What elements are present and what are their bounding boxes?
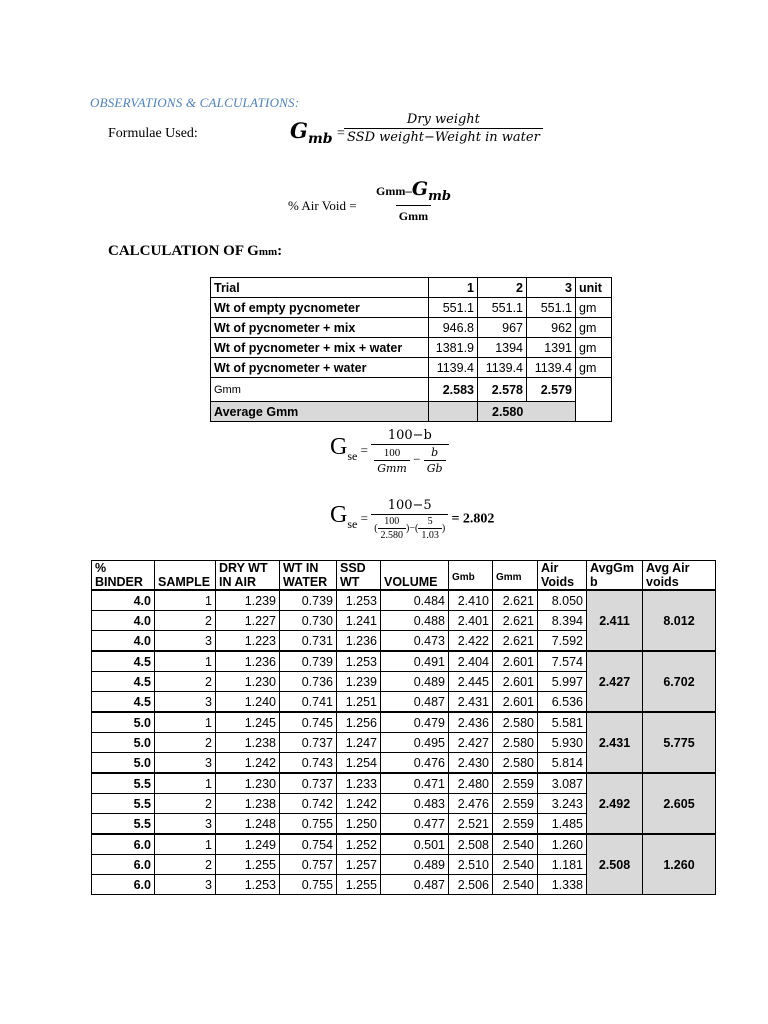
cell-air-voids: 5.930	[538, 733, 587, 753]
header-avg-gmb	[587, 561, 643, 591]
cell-gmm: 2.559	[493, 814, 538, 835]
cell-ssd-wt: 1.236	[337, 631, 381, 652]
gse-result: = 2.802	[451, 511, 495, 527]
cell-sample: 1	[155, 773, 216, 794]
table-cell: 551.1	[527, 298, 576, 318]
cell-avg-air-voids: 2.605	[643, 773, 716, 834]
results-table	[91, 560, 716, 895]
cell-dry-wt: 1.227	[216, 611, 280, 631]
cell-air-voids: 7.592	[538, 631, 587, 652]
table-cell: Wt of pycnometer + mix + water	[211, 338, 429, 358]
table-header-row	[92, 561, 716, 591]
table-row	[92, 773, 716, 794]
cell-ssd-wt: 1.251	[337, 692, 381, 713]
table-cell: 1381.9	[429, 338, 478, 358]
table-header-cell: 1	[429, 278, 478, 298]
table-cell: Wt of pycnometer + mix	[211, 318, 429, 338]
table-row	[211, 378, 612, 402]
cell-binder: 5.5	[92, 794, 155, 814]
cell-binder: 5.0	[92, 753, 155, 774]
cell-gmm: 2.601	[493, 672, 538, 692]
header-top: Air	[541, 561, 559, 575]
cell-binder: 4.5	[92, 651, 155, 672]
cell-sample: 2	[155, 672, 216, 692]
cell-dry-wt: 1.238	[216, 733, 280, 753]
table-cell: 1139.4	[478, 358, 527, 378]
table-header-cell: unit	[576, 278, 612, 298]
gse-den-a	[374, 447, 410, 475]
air-void-label: % Air Void =	[288, 198, 357, 213]
cell-wt-in-water: 0.755	[280, 814, 337, 835]
gse-calc-equals: =	[360, 510, 368, 526]
air-void-gmb	[411, 178, 451, 204]
cell-volume: 0.495	[381, 733, 449, 753]
cell-air-voids: 5.581	[538, 712, 587, 733]
cell-ssd-wt: 1.254	[337, 753, 381, 774]
air-void-fraction	[373, 178, 454, 224]
cell-sample: 2	[155, 794, 216, 814]
cell-binder: 6.0	[92, 834, 155, 855]
cell-air-voids: 1.338	[538, 875, 587, 895]
gse-symbol-sub: se	[347, 449, 358, 464]
cell-dry-wt: 1.230	[216, 672, 280, 692]
header-top: Avg Air	[646, 561, 690, 575]
cell-volume: 0.476	[381, 753, 449, 774]
table-cell: 551.1	[429, 298, 478, 318]
cell-binder: 6.0	[92, 875, 155, 895]
cell-sample: 3	[155, 875, 216, 895]
cell-gmm: 2.559	[493, 773, 538, 794]
header-sample	[155, 561, 216, 591]
gse-calc-symbol-letter: G	[330, 502, 348, 529]
cell-gmb: 2.436	[449, 712, 493, 733]
gmm-heading-small: mm	[258, 246, 278, 258]
gse-calc-symbol-sub: se	[347, 517, 358, 532]
cell-avg-gmb: 2.427	[587, 651, 643, 712]
cell-air-voids: 7.574	[538, 651, 587, 672]
cell-dry-wt: 1.249	[216, 834, 280, 855]
header-air-voids	[538, 561, 587, 591]
cell-sample: 2	[155, 733, 216, 753]
table-cell: Gmm	[211, 378, 429, 402]
air-void-denominator: Gmm	[396, 205, 431, 224]
table-row	[92, 590, 716, 611]
cell-ssd-wt: 1.253	[337, 590, 381, 611]
cell-wt-in-water: 0.737	[280, 773, 337, 794]
header-wt-in-water	[280, 561, 337, 591]
table-header-cell: 3	[527, 278, 576, 298]
cell-air-voids: 5.997	[538, 672, 587, 692]
table-cell: gm	[576, 358, 612, 378]
table-cell: Wt of pycnometer + water	[211, 358, 429, 378]
cell-gmb: 2.445	[449, 672, 493, 692]
cell-sample: 3	[155, 814, 216, 835]
gse-symbol-letter: G	[330, 434, 348, 461]
cell-dry-wt: 1.239	[216, 590, 280, 611]
header-bottom: Voids	[541, 575, 575, 589]
cell-ssd-wt: 1.250	[337, 814, 381, 835]
gmb-numerator: Dry weight	[406, 112, 480, 127]
table-cell: 962	[527, 318, 576, 338]
cell-gmm: 2.621	[493, 590, 538, 611]
header-bottom: voids	[646, 575, 679, 589]
header-top: %	[95, 561, 107, 575]
cell-volume: 0.488	[381, 611, 449, 631]
gse-calc-numerator: 100−5	[387, 498, 432, 513]
cell-ssd-wt: 1.257	[337, 855, 381, 875]
cell-ssd-wt: 1.239	[337, 672, 381, 692]
cell-volume: 0.491	[381, 651, 449, 672]
cell-avg-gmb: 2.431	[587, 712, 643, 773]
cell-dry-wt: 1.255	[216, 855, 280, 875]
cell-wt-in-water: 0.741	[280, 692, 337, 713]
cell-dry-wt: 1.223	[216, 631, 280, 652]
air-void-minus: –	[405, 183, 412, 198]
gse-den-b-num: b	[431, 446, 439, 459]
cell-sample: 2	[155, 855, 216, 875]
header-bottom: b	[590, 575, 598, 589]
gmb-fraction	[344, 112, 543, 145]
gse-numerator: 100−b	[387, 428, 432, 443]
gse-calc-den-a-den: 2.580	[378, 528, 407, 541]
gse-calc-den-minus: −	[409, 522, 416, 534]
header-bottom: VOLUME	[384, 575, 438, 589]
cell-avg-air-voids: 8.012	[643, 590, 716, 651]
cell-volume: 0.489	[381, 672, 449, 692]
cell-air-voids: 6.536	[538, 692, 587, 713]
cell-gmb: 2.521	[449, 814, 493, 835]
cell-avg-gmb: 2.492	[587, 773, 643, 834]
table-cell: 1391	[527, 338, 576, 358]
cell-gmm: 2.621	[493, 631, 538, 652]
cell-air-voids: 3.087	[538, 773, 587, 794]
header-bottom: Gmm	[496, 572, 522, 583]
cell-ssd-wt: 1.252	[337, 834, 381, 855]
gse-denominator	[371, 444, 448, 475]
cell-gmb: 2.480	[449, 773, 493, 794]
gse-den-b	[424, 446, 446, 475]
table-cell: 551.1	[478, 298, 527, 318]
gmm-heading-colon: :	[277, 243, 283, 259]
gse-equals: =	[360, 442, 368, 458]
table-row	[211, 278, 612, 298]
header-bottom: SAMPLE	[158, 575, 211, 589]
gse-calc-den-b	[418, 516, 442, 541]
cell-wt-in-water: 0.739	[280, 590, 337, 611]
header-top: WT IN	[283, 561, 319, 575]
cell-wt-in-water: 0.739	[280, 651, 337, 672]
table-cell: gm	[576, 298, 612, 318]
table-cell	[429, 402, 478, 422]
formulae-used-label: Formulae Used:	[108, 126, 198, 141]
table-row	[211, 298, 612, 318]
cell-gmb: 2.427	[449, 733, 493, 753]
cell-dry-wt: 1.230	[216, 773, 280, 794]
cell-sample: 3	[155, 753, 216, 774]
table-row	[92, 712, 716, 733]
air-void-numerator	[373, 178, 454, 205]
cell-ssd-wt: 1.241	[337, 611, 381, 631]
table-cell	[576, 378, 612, 422]
cell-dry-wt: 1.253	[216, 875, 280, 895]
cell-binder: 6.0	[92, 855, 155, 875]
header-top: SSD	[340, 561, 366, 575]
cell-gmm: 2.540	[493, 855, 538, 875]
cell-binder: 4.0	[92, 590, 155, 611]
cell-wt-in-water: 0.737	[280, 733, 337, 753]
gse-fraction	[371, 428, 448, 475]
cell-air-voids: 1.181	[538, 855, 587, 875]
table-cell: Wt of empty pycnometer	[211, 298, 429, 318]
cell-air-voids: 8.394	[538, 611, 587, 631]
cell-ssd-wt: 1.253	[337, 651, 381, 672]
cell-dry-wt: 1.236	[216, 651, 280, 672]
cell-volume: 0.483	[381, 794, 449, 814]
cell-binder: 5.0	[92, 712, 155, 733]
average-gmm-value: 2.580	[478, 402, 576, 422]
cell-gmb: 2.422	[449, 631, 493, 652]
table-cell: 2.579	[527, 378, 576, 402]
air-void-gmb-letter: G	[411, 178, 429, 200]
cell-air-voids: 3.243	[538, 794, 587, 814]
cell-avg-air-voids: 6.702	[643, 651, 716, 712]
cell-wt-in-water: 0.731	[280, 631, 337, 652]
cell-gmm: 2.580	[493, 712, 538, 733]
header-top: DRY WT	[219, 561, 268, 575]
cell-dry-wt: 1.242	[216, 753, 280, 774]
gse-calc-denominator: ( $\frac{100}{2.580}$ )−( $\frac{5}{1.03}$ )	[371, 514, 448, 541]
table-cell: 1394	[478, 338, 527, 358]
cell-dry-wt: 1.240	[216, 692, 280, 713]
cell-sample: 3	[155, 692, 216, 713]
header-bottom: IN AIR	[219, 575, 257, 589]
cell-ssd-wt: 1.255	[337, 875, 381, 895]
cell-volume: 0.484	[381, 590, 449, 611]
header-bottom: WT	[340, 575, 360, 589]
cell-binder: 4.5	[92, 672, 155, 692]
header-gmb	[449, 561, 493, 591]
gse-calc-symbol	[330, 502, 358, 532]
header-bottom: Gmb	[452, 572, 475, 583]
gmm-table	[210, 277, 612, 422]
cell-dry-wt: 1.248	[216, 814, 280, 835]
cell-dry-wt: 1.238	[216, 794, 280, 814]
cell-avg-air-voids: 5.775	[643, 712, 716, 773]
cell-sample: 1	[155, 651, 216, 672]
gse-formula	[330, 428, 449, 475]
cell-wt-in-water: 0.730	[280, 611, 337, 631]
cell-gmm: 2.540	[493, 834, 538, 855]
cell-gmm: 2.559	[493, 794, 538, 814]
air-void-gmb-sub: mb	[428, 188, 451, 204]
gmm-calc-heading	[108, 243, 282, 260]
cell-gmb: 2.430	[449, 753, 493, 774]
cell-gmm: 2.580	[493, 733, 538, 753]
section-heading: OBSERVATIONS & CALCULATIONS:	[90, 95, 300, 110]
cell-volume: 0.473	[381, 631, 449, 652]
table-cell: 967	[478, 318, 527, 338]
cell-dry-wt: 1.245	[216, 712, 280, 733]
cell-volume: 0.501	[381, 834, 449, 855]
table-cell: 1139.4	[429, 358, 478, 378]
header-bottom: BINDER	[95, 575, 143, 589]
table-cell: gm	[576, 318, 612, 338]
cell-binder: 5.0	[92, 733, 155, 753]
cell-gmb: 2.506	[449, 875, 493, 895]
cell-binder: 5.5	[92, 814, 155, 835]
gmb-denominator: SSD weight−Weight in water	[344, 128, 543, 145]
cell-wt-in-water: 0.745	[280, 712, 337, 733]
gse-calc-den-b-num: 5	[427, 516, 433, 527]
table-cell: 2.583	[429, 378, 478, 402]
gse-calc-den-a	[378, 516, 407, 541]
gse-den-a-num: 100	[383, 446, 401, 459]
gse-calc-fraction	[371, 498, 448, 541]
cell-wt-in-water: 0.754	[280, 834, 337, 855]
cell-gmb: 2.404	[449, 651, 493, 672]
cell-ssd-wt: 1.256	[337, 712, 381, 733]
cell-volume: 0.479	[381, 712, 449, 733]
cell-binder: 4.5	[92, 692, 155, 713]
cell-gmb: 2.508	[449, 834, 493, 855]
gse-den-a-den: Gmm	[374, 460, 410, 475]
table-cell: 2.578	[478, 378, 527, 402]
cell-avg-gmb: 2.508	[587, 834, 643, 895]
gmb-symbol-sub: mb	[307, 131, 333, 148]
gmb-equals: =	[337, 126, 345, 141]
air-void-gmm: Gmm	[376, 184, 406, 198]
cell-sample: 1	[155, 590, 216, 611]
gse-calculation	[330, 498, 494, 541]
table-row	[92, 834, 716, 855]
cell-volume: 0.487	[381, 692, 449, 713]
table-header-cell: 2	[478, 278, 527, 298]
table-cell: gm	[576, 338, 612, 358]
cell-gmm: 2.601	[493, 651, 538, 672]
gse-symbol	[330, 434, 358, 464]
gmm-heading-text: CALCULATION OF G	[108, 243, 259, 259]
cell-wt-in-water: 0.736	[280, 672, 337, 692]
cell-air-voids: 5.814	[538, 753, 587, 774]
cell-gmb: 2.476	[449, 794, 493, 814]
cell-wt-in-water: 0.742	[280, 794, 337, 814]
header-gmm	[493, 561, 538, 591]
table-cell: 1139.4	[527, 358, 576, 378]
cell-gmm: 2.540	[493, 875, 538, 895]
header-top: AvgGm	[590, 561, 634, 575]
cell-ssd-wt: 1.233	[337, 773, 381, 794]
header-avg-air-voids	[643, 561, 716, 591]
gmb-symbol	[290, 118, 333, 147]
cell-wt-in-water: 0.743	[280, 753, 337, 774]
cell-air-voids: 8.050	[538, 590, 587, 611]
table-row	[211, 358, 612, 378]
cell-volume: 0.487	[381, 875, 449, 895]
cell-volume: 0.489	[381, 855, 449, 875]
cell-wt-in-water: 0.755	[280, 875, 337, 895]
header-volume	[381, 561, 449, 591]
cell-gmm: 2.580	[493, 753, 538, 774]
cell-volume: 0.477	[381, 814, 449, 835]
header-ssd-wt	[337, 561, 381, 591]
cell-gmm: 2.601	[493, 692, 538, 713]
cell-gmm: 2.621	[493, 611, 538, 631]
header-binder	[92, 561, 155, 591]
cell-sample: 1	[155, 834, 216, 855]
cell-gmb: 2.431	[449, 692, 493, 713]
gse-calc-den-a-num: 100	[384, 516, 400, 527]
gse-calc-den-b-den: 1.03	[418, 528, 442, 541]
header-dry-wt	[216, 561, 280, 591]
cell-ssd-wt: 1.242	[337, 794, 381, 814]
gse-den-minus: −	[413, 451, 421, 467]
cell-volume: 0.471	[381, 773, 449, 794]
table-cell: 946.8	[429, 318, 478, 338]
average-gmm-label: Average Gmm	[211, 402, 429, 422]
table-row	[211, 338, 612, 358]
cell-wt-in-water: 0.757	[280, 855, 337, 875]
gse-den-b-den: Gb	[424, 460, 446, 475]
cell-air-voids: 1.260	[538, 834, 587, 855]
table-row	[211, 318, 612, 338]
cell-sample: 3	[155, 631, 216, 652]
table-row	[211, 402, 612, 422]
cell-sample: 2	[155, 611, 216, 631]
table-header-cell: Trial	[211, 278, 429, 298]
header-bottom: WATER	[283, 575, 328, 589]
cell-avg-air-voids: 1.260	[643, 834, 716, 895]
cell-air-voids: 1.485	[538, 814, 587, 835]
cell-binder: 4.0	[92, 631, 155, 652]
cell-binder: 4.0	[92, 611, 155, 631]
gmb-symbol-letter: G	[290, 118, 308, 143]
cell-gmb: 2.410	[449, 590, 493, 611]
cell-avg-gmb: 2.411	[587, 590, 643, 651]
cell-sample: 1	[155, 712, 216, 733]
table-row	[92, 651, 716, 672]
cell-gmb: 2.401	[449, 611, 493, 631]
cell-gmb: 2.510	[449, 855, 493, 875]
cell-binder: 5.5	[92, 773, 155, 794]
cell-ssd-wt: 1.247	[337, 733, 381, 753]
